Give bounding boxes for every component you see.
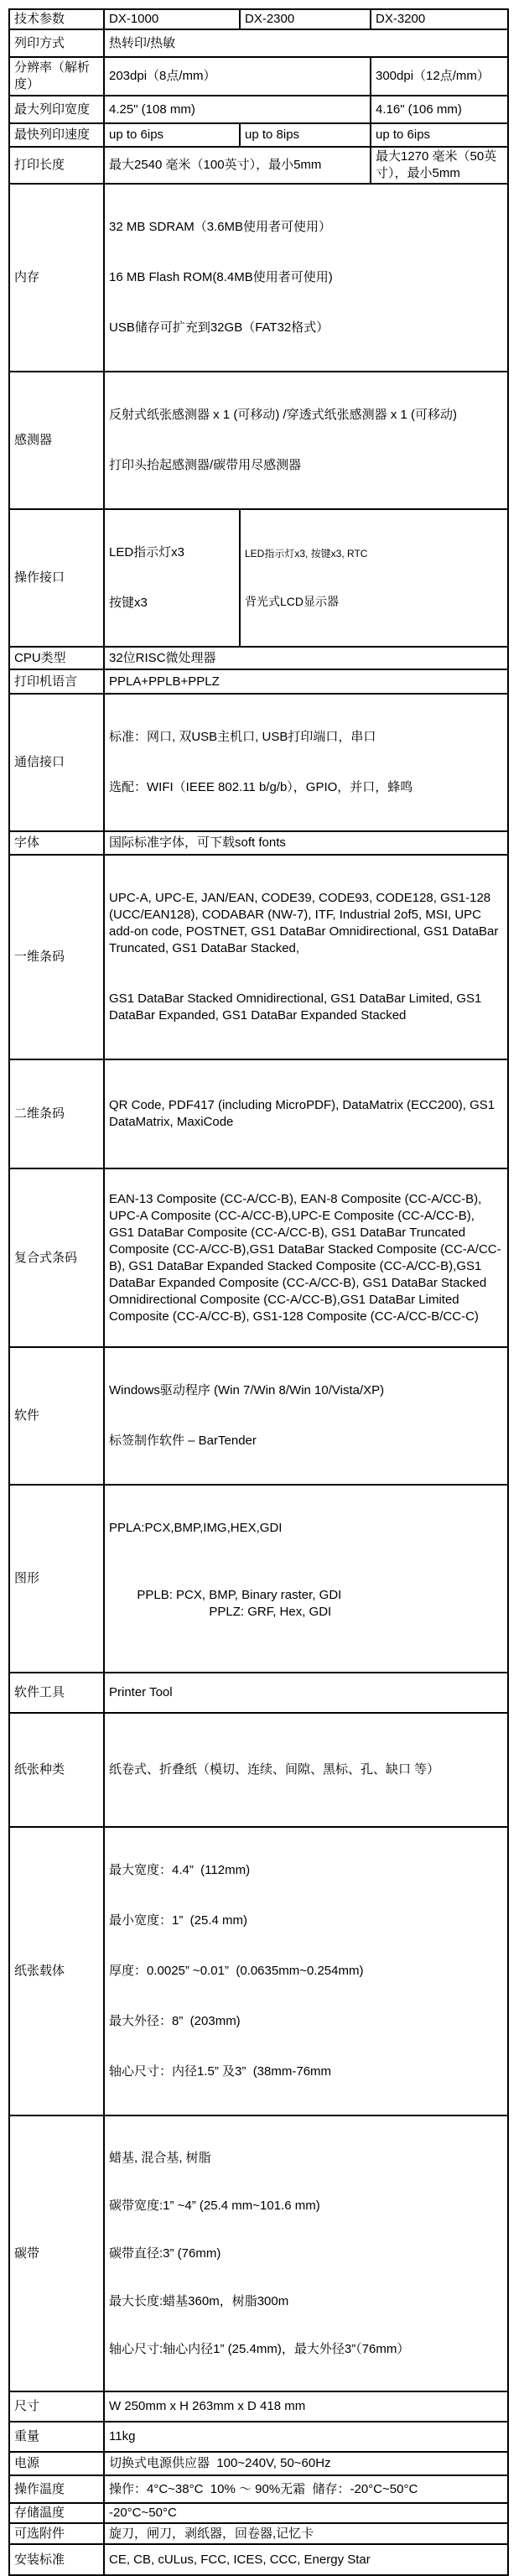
row-software-value (104, 1347, 508, 1485)
row-composite-label: 复合式条码 (9, 1168, 104, 1347)
header-cell-dx1000: DX-1000 (104, 9, 240, 29)
row-fonts-label: 字体 (9, 831, 104, 855)
software-line: Windows驱动程序 (Win 7/Win 8/Win 10/Vista/XP) (109, 1383, 385, 1397)
row-max-width (9, 96, 508, 123)
row-language-value: PPLA+PPLB+PPLZ (104, 669, 508, 694)
row-print-length (9, 147, 508, 184)
spec-table (8, 8, 509, 2576)
row-weight-label: 重量 (9, 2422, 104, 2452)
media-line: 最小宽度：1” (25.4 mm) (109, 1913, 248, 1928)
row-standards (9, 2544, 508, 2575)
row-max-speed-value-3: up to 6ips (371, 123, 508, 147)
controls-line: 按键x3 (109, 596, 148, 610)
row-storage-temp-label: 存储温度 (9, 2503, 104, 2523)
row-controls-label: 操作接口 (9, 509, 104, 647)
row-op-temp-value: 操作：4°C~38°C 10% ～ 90%无霜 储存：-20°C~50°C (104, 2475, 508, 2503)
row-barcode-1d-value (104, 855, 508, 1059)
row-power-label: 电源 (9, 2452, 104, 2475)
row-ribbon-value (104, 2115, 508, 2391)
row-standards-value: CE, CB, cULus, FCC, ICES, CCC, Energy Star (104, 2544, 508, 2575)
row-dimensions (9, 2391, 508, 2422)
row-cpu (9, 647, 508, 669)
row-controls (9, 509, 508, 647)
row-print-method (9, 29, 508, 57)
row-options-value: 旋刀，闸刀，剥纸器，回卷器,记忆卡 (104, 2523, 508, 2544)
comm-line: 标准：网口, 双USB主机口, USB打印端口，串口 (109, 730, 376, 744)
row-max-width-value-2: 4.16" (106 mm) (371, 96, 508, 123)
row-software-tool (9, 1673, 508, 1713)
header-row (9, 9, 508, 29)
row-composite-value: EAN-13 Composite (CC-A/CC-B), EAN-8 Composite (CC-A/CC-B), UPC-A Composite (CC-A/CC-B),UPC-E Composite (CC-A/CC-B), GS1 DataBar Composite (CC-A/CC-B), GS1 DataBar Truncated Composite (CC-A/CC-B),GS1 DataBar Stacked Composite (CC-A/CC-B), GS1 DataBar Expanded Stacked Composite (CC-A/CC-B),GS1 DataBar Expanded Composite (CC-A/CC-B), GS1 DataBar Stacked Omnidirectional Composite (CC-A/CC-B),GS1 DataBar Limited Composite (CC-A/CC-B), GS1-128 Composite (CC-A/CC-B/CC-C) (104, 1168, 508, 1347)
row-media-label: 纸张载体 (9, 1827, 104, 2115)
sensors-line: 打印头抬起感测器/碳带用尽感测器 (109, 458, 302, 472)
row-media-types-label: 纸张种类 (9, 1713, 104, 1827)
row-dimensions-label: 尺寸 (9, 2391, 104, 2422)
row-max-speed (9, 123, 508, 147)
row-cpu-label: CPU类型 (9, 647, 104, 669)
row-comm-label: 通信接口 (9, 694, 104, 831)
row-resolution-value-203: 203dpi（8点/mm） (104, 57, 371, 96)
ribbon-line: 碳带宽度:1” ~4” (25.4 mm~101.6 mm) (109, 2199, 320, 2213)
header-cell-params: 技术参数 (9, 9, 104, 29)
ribbon-line: 蜡基, 混合基, 树脂 (109, 2151, 211, 2165)
row-print-length-value-1: 最大2540 毫米（100英寸），最小5mm (104, 147, 371, 184)
row-comm (9, 694, 508, 831)
row-memory-label: 内存 (9, 184, 104, 372)
row-barcode-2d-label: 二维条码 (9, 1059, 104, 1168)
graphics-line (109, 1570, 503, 1637)
row-graphics (9, 1485, 508, 1673)
sensors-line: 反射式纸张感测器 x 1 (可移动) /穿透式纸张感测器 x 1 (可移动) (109, 408, 458, 422)
row-print-length-label: 打印长度 (9, 147, 104, 184)
graphics-line: PPLA:PCX,BMP,IMG,HEX,GDI (109, 1521, 283, 1535)
memory-line: 16 MB Flash ROM(8.4MB使用者可使用) (109, 270, 333, 284)
comm-line: 选配：WIFI（IEEE 802.11 b/g/b），GPIO，并口，蜂鸣 (109, 780, 413, 794)
row-media (9, 1827, 508, 2115)
row-controls-value-lcd (240, 509, 508, 647)
row-barcode-2d-value: QR Code, PDF417 (including MicroPDF), DataMatrix (ECC200), GS1 DataMatrix, MaxiCode (104, 1059, 508, 1168)
graphics-pplz: PPLZ: GRF, Hex, GDI (209, 1605, 332, 1619)
row-graphics-label: 图形 (9, 1485, 104, 1673)
row-dimensions-value: W 250mm x H 263mm x D 418 mm (104, 2391, 508, 2422)
row-composite (9, 1168, 508, 1347)
controls-line: LED指示灯x3 (109, 545, 185, 559)
row-storage-temp-value: -20°C~50°C (104, 2503, 508, 2523)
row-resolution-label: 分辨率（解析度） (9, 57, 104, 96)
controls-line-small: LED指示灯x3, 按键x3, RTC (245, 547, 368, 559)
row-ribbon (9, 2115, 508, 2391)
row-max-width-value-1: 4.25" (108 mm) (104, 96, 371, 123)
row-print-method-label: 列印方式 (9, 29, 104, 57)
controls-line: 背光式LCD显示器 (245, 594, 340, 608)
media-line: 轴心尺寸：内径1.5” 及3” (38mm-76mm (109, 2064, 332, 2079)
row-media-types (9, 1713, 508, 1827)
row-op-temp-label: 操作温度 (9, 2475, 104, 2503)
row-software-tool-value: Printer Tool (104, 1673, 508, 1713)
graphics-pplb: PPLB: PCX, BMP, Binary raster, GDI (137, 1588, 342, 1602)
row-options-label: 可选附件 (9, 2523, 104, 2544)
row-language-label: 打印机语言 (9, 669, 104, 694)
ribbon-line: 最大长度:蜡基360m，树脂300m (109, 2294, 289, 2308)
row-comm-value (104, 694, 508, 831)
row-barcode-2d (9, 1059, 508, 1168)
row-memory (9, 184, 508, 372)
row-weight-value: 11kg (104, 2422, 508, 2452)
row-software-tool-label: 软件工具 (9, 1673, 104, 1713)
row-controls-value-basic (104, 509, 240, 647)
row-resolution (9, 57, 508, 96)
barcode-1d-segment: GS1 DataBar Stacked Omnidirectional, GS1 DataBar Limited, GS1 DataBar Expanded, GS1 DataBar Expanded Stacked (109, 991, 485, 1023)
memory-line: 32 MB SDRAM（3.6MB使用者可使用） (109, 220, 332, 234)
row-sensors (9, 372, 508, 509)
row-standards-label: 安装标准 (9, 2544, 104, 2575)
row-sensors-label: 感测器 (9, 372, 104, 509)
ribbon-line: 碳带直径:3” (76mm) (109, 2246, 221, 2261)
row-software-label: 软件 (9, 1347, 104, 1485)
row-print-length-value-2: 最大1270 毫米（50英寸），最小5mm (371, 147, 508, 184)
row-power-value: 切换式电源供应器 100~240V, 50~60Hz (104, 2452, 508, 2475)
row-options (9, 2523, 508, 2544)
header-cell-dx3200: DX-3200 (371, 9, 508, 29)
memory-line: USB储存可扩充到32GB（FAT32格式） (109, 320, 329, 335)
row-storage-temp (9, 2503, 508, 2523)
row-weight (9, 2422, 508, 2452)
row-cpu-value: 32位RISC微处理器 (104, 647, 508, 669)
row-max-speed-value-1: up to 6ips (104, 123, 240, 147)
row-barcode-1d (9, 855, 508, 1059)
row-max-speed-label: 最快列印速度 (9, 123, 104, 147)
row-sensors-value (104, 372, 508, 509)
row-max-speed-value-2: up to 8ips (240, 123, 371, 147)
row-op-temp (9, 2475, 508, 2503)
row-ribbon-label: 碳带 (9, 2115, 104, 2391)
row-fonts (9, 831, 508, 855)
software-line: 标签制作软件 – BarTender (109, 1434, 257, 1448)
row-software (9, 1347, 508, 1485)
media-line: 最大宽度：4.4” (112mm) (109, 1863, 251, 1877)
row-print-method-value: 热转印/热敏 (104, 29, 508, 57)
media-line: 厚度：0.0025” ~0.01” (0.0635mm~0.254mm) (109, 1964, 364, 1978)
barcode-1d-segment: UPC-A, UPC-E, JAN/EAN, CODE39, CODE93, CODE128, GS1-128 (UCC/EAN128), CODABAR (NW-7), ITF, Industrial 2of5, MSI, UPC add-on code, POSTNET, GS1 DataBar Omnidirectional, GS1 DataBar Truncated, GS1 DataBar Stacked, (109, 891, 502, 955)
row-memory-value (104, 184, 508, 372)
row-graphics-value (104, 1485, 508, 1673)
header-cell-dx2300: DX-2300 (240, 9, 371, 29)
row-max-width-label: 最大列印宽度 (9, 96, 104, 123)
row-language (9, 669, 508, 694)
row-resolution-value-300: 300dpi（12点/mm） (371, 57, 508, 96)
row-power (9, 2452, 508, 2475)
row-media-types-value: 纸卷式、折叠纸（模切、连续、间隙、黑标、孔、缺口 等） (104, 1713, 508, 1827)
ribbon-line: 轴心尺寸:轴心内径1” (25.4mm)，最大外径3”（76mm） (109, 2342, 410, 2356)
row-barcode-1d-label: 一维条码 (9, 855, 104, 1059)
row-fonts-value: 国际标准字体，可下载soft fonts (104, 831, 508, 855)
row-media-value (104, 1827, 508, 2115)
media-line: 最大外径：8” (203mm) (109, 2014, 241, 2028)
